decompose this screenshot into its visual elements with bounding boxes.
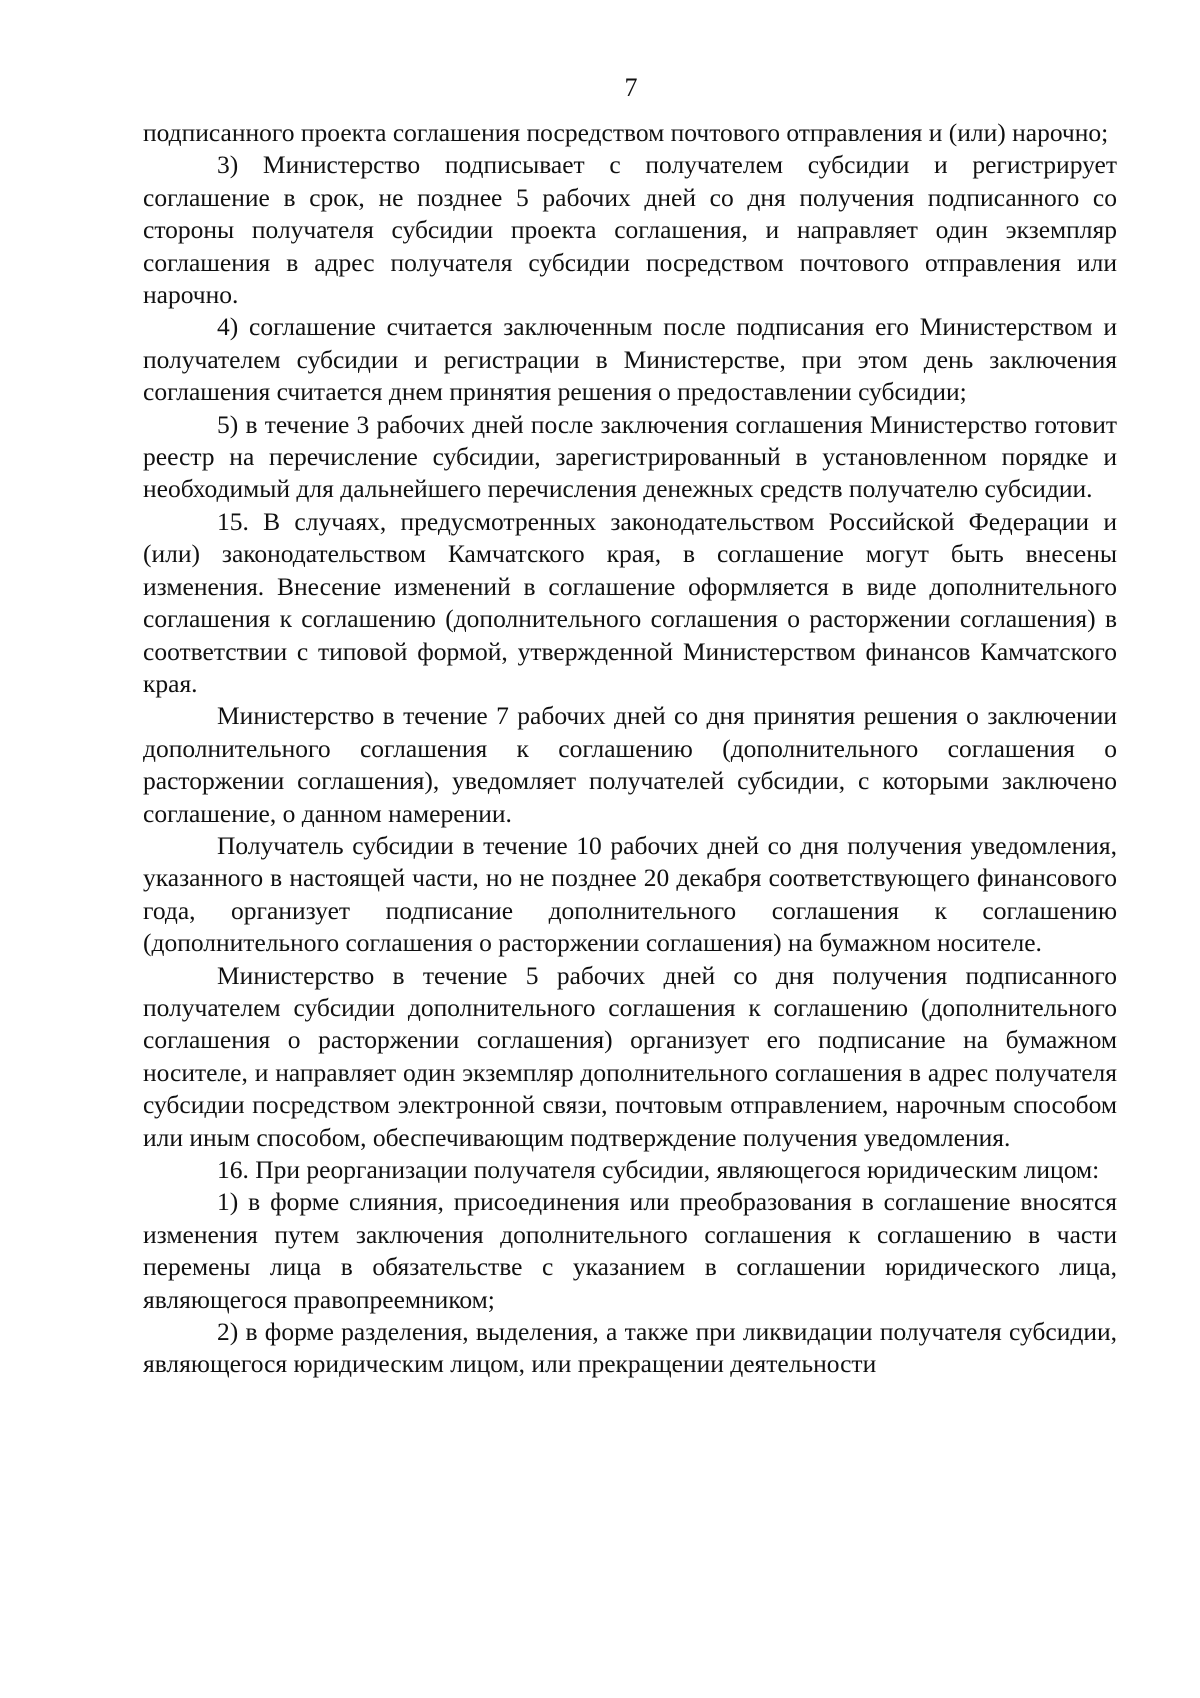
- paragraph-item-1: 1) в форме слияния, присоединения или преобразования в соглашение вносятся изменения путем заключения дополнительного соглашения к соглашению в части перемены лица в обязательстве с указанием в соглашении юридического лица, являющегося правопреемником;: [143, 1187, 1117, 1314]
- paragraph-continuation: подписанного проекта соглашения посредством почтового отправления и (или) нарочно;: [143, 118, 1109, 147]
- paragraph-section-16: 16. При реорганизации получателя субсидии, являющегося юридическим лицом:: [217, 1155, 1100, 1184]
- paragraph-item-2: 2) в форме разделения, выделения, а также при ликвидации получателя субсидии, являющегося юридическим лицом, или прекращении деятельности: [143, 1317, 1117, 1379]
- paragraph-ministry-notice: Министерство в течение 7 рабочих дней со дня принятия решения о заключении дополнительного соглашения к соглашению (дополнительного соглашения о расторжении соглашения), уведомляет получателей субсидии, с которыми заключено соглашение, о данном намерении.: [143, 701, 1117, 828]
- paragraph-section-15: 15. В случаях, предусмотренных законодательством Российской Федерации и (или) законодательством Камчатского края, в соглашение могут быть внесены изменения. Внесение изменений в соглашение оформляется в виде дополнительного соглашения к соглашению (дополнительного соглашения о расторжении соглашения) в соответствии с типовой формой, утвержденной Министерством финансов Камчатского края.: [143, 506, 1117, 698]
- paragraph-recipient-signing: Получатель субсидии в течение 10 рабочих дней со дня получения уведомления, указанного в настоящей части, но не позднее 20 декабря соответствующего финансового года, организует подписание дополнительного соглашения к соглашению (дополнительного соглашения о расторжении соглашения) на бумажном носителе.: [143, 830, 1117, 958]
- paragraph-ministry-signing: Министерство в течение 5 рабочих дней со дня получения подписанного получателем субсидии дополнительного соглашения к соглашению (дополнительного соглашения о расторжении соглашения) организует его подписание на бумажном носителе, и направляет один экземпляр дополнительного соглашения в адрес получателя субсидии посредством электронной связи, почтовым отправлением, нарочным способом или иным способом, обеспечивающим подтверждение получения уведомления.: [143, 960, 1117, 1152]
- paragraph-item-5: 5) в течение 3 рабочих дней после заключения соглашения Министерство готовит реестр на перечисление субсидии, зарегистрированный в установленном порядке и необходимый для дальнейшего перечисления денежных средств получателю субсидии.: [143, 409, 1117, 504]
- paragraph-item-4: 4) соглашение считается заключенным после подписания его Министерством и получателем субсидии и регистрации в Министерстве, при этом день заключения соглашения считается днем принятия решения о предоставлении субсидии;: [143, 312, 1117, 407]
- paragraph-item-3: 3) Министерство подписывает с получателем субсидии и регистрирует соглашение в срок, не позднее 5 рабочих дней со дня получения подписанного со стороны получателя субсидии проекта соглашения, и направляет один экземпляр соглашения в адрес получателя субсидии посредством почтового отправления или нарочно.: [143, 150, 1117, 310]
- page-number: 7: [624, 73, 638, 102]
- document-body: [143, 117, 1117, 1381]
